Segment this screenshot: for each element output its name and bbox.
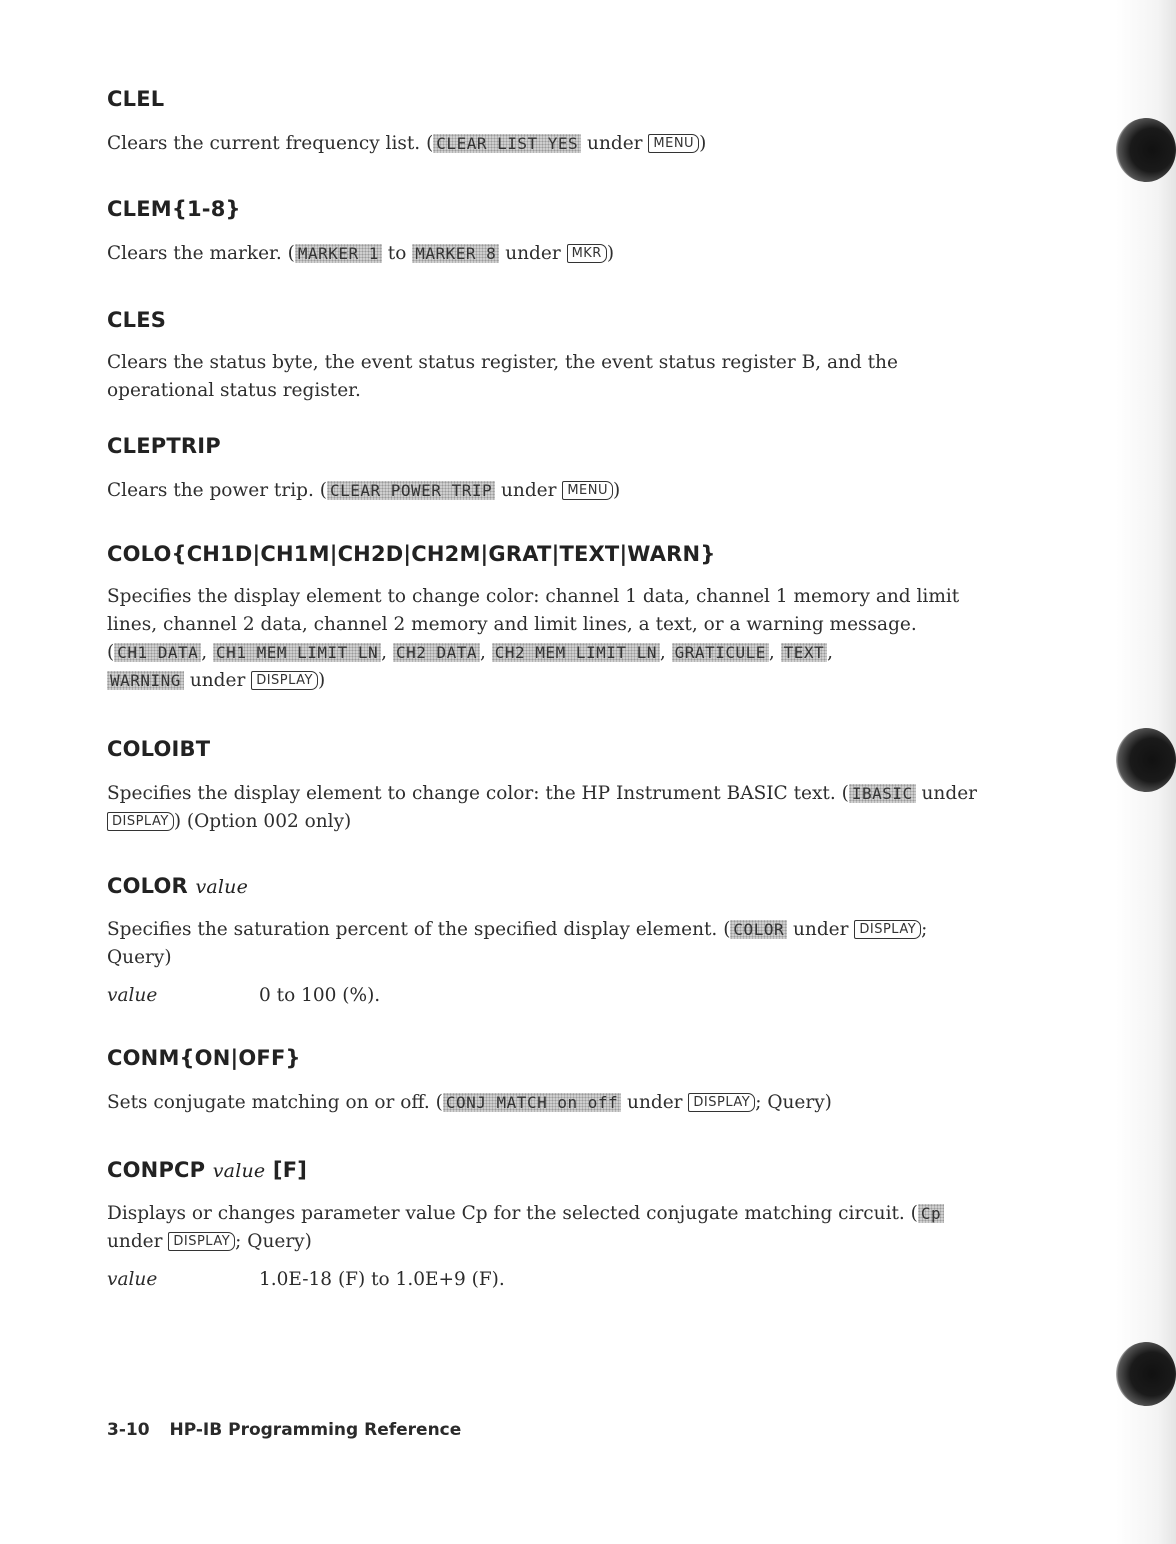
command-description: Clears the marker. ( MARKER 1 to MARKER 8 under MKR ) [107,243,615,264]
description-line: Specifies the display element to change color: channel 1 data, channel 1 memory and limit [107,586,960,607]
hardkey-menu: MENU [562,481,613,500]
softkey-ibasic: IBASIC [849,784,916,803]
entry-clel [107,86,1027,158]
softkey-clear-power-trip: CLEAR POWER TRIP [327,481,495,500]
description-line: lines, channel 2 data, channel 2 memory and limit lines, a text, or a warning message. [107,614,917,635]
command-argument: value [195,876,249,898]
command-heading: CLEPTRIP [107,434,221,458]
softkey-text: TEXT [781,643,828,662]
softkey-marker-1: MARKER 1 [295,244,382,263]
connector-text: under [792,919,849,940]
connector-text: under [921,783,977,804]
connector-text: under [500,480,557,501]
command-description: Clears the power trip. ( CLEAR POWER TRIP under MENU ) [107,480,621,501]
hardkey-display: DISPLAY [251,671,318,690]
command-description: Specifies the display element to change color: channel 1 data, channel 1 memory and limit lines, channel 2 data, channel 2 memory and limit lines, a text, or a warning message. ( CH1 DATA , CH1 MEM LIMIT LN , CH2 DATA , CH2 MEM LIMIT LN , GRATICULE , TEXT , WARNING under DISPLAY ) [107,586,960,691]
command-heading: COLOIBT [107,737,211,761]
hardkey-menu: MENU [648,134,699,153]
description-line: Clears the status byte, the event status register, the event status register B, and the [107,352,898,373]
description-text: Clears the current frequency list. [107,133,421,154]
entry-color [107,873,1027,1010]
command-description [107,349,1027,405]
query-note: Query) [247,1231,312,1252]
hardkey-display: DISPLAY [107,812,174,831]
softkey-conj-match-on-off: CONJ MATCH on off [443,1093,621,1112]
footer-title: HP-IB Programming Reference [169,1420,462,1440]
description-text: Sets conjugate matching on or off. [107,1092,430,1113]
query-note: Query) [107,947,172,968]
entry-conm [107,1045,1027,1117]
parameter-row [107,1266,1027,1294]
softkey-clear-list-yes: CLEAR LIST YES [433,134,581,153]
description-text: Clears the marker. [107,243,282,264]
command-heading: COLO{CH1D|CH1M|CH2D|CH2M|GRAT|TEXT|WARN} [107,542,716,566]
connector-text: to [387,243,407,264]
connector-text: under [189,670,246,691]
description-text: Specifies the display element to change color: the HP Instrument BASIC text. [107,783,836,804]
entry-coloibt [107,736,1027,836]
query-note: Query) [767,1092,832,1113]
hardkey-mkr: MKR [567,244,607,263]
softkey-marker-8: MARKER 8 [412,244,499,263]
entry-clem [107,196,1027,268]
command-heading [107,1157,1027,1184]
command-description: Specifies the saturation percent of the specified display element. ( COLOR under DISPLAY ; Query) [107,919,928,968]
softkey-ch1-mem-limit-ln: CH1 MEM LIMIT LN [213,643,381,662]
entry-cles [107,307,1027,405]
parameter-name: value [107,985,158,1006]
command-description: Clears the current frequency list. ( CLEAR LIST YES under MENU ) [107,133,707,154]
softkey-color: COLOR [730,920,787,939]
command-name: COLOR [107,874,188,898]
connector-text: under [587,133,643,154]
punch-hole-icon [1116,118,1176,182]
description-text: Displays or changes parameter value Cp for the selected conjugate matching circuit. [107,1203,905,1224]
command-heading [107,873,1027,900]
command-heading: CLEL [107,87,165,111]
entry-conpcp [107,1157,1027,1294]
entry-cleptrip [107,433,1027,505]
option-note: (Option 002 only) [186,811,352,832]
hardkey-display: DISPLAY [854,920,921,939]
command-description: Specifies the display element to change color: the HP Instrument BASIC text. ( IBASIC under DISPLAY ) (Option 002 only) [107,783,977,832]
connector-text: under [505,243,561,264]
parameter-range: 0 to 100 (%). [259,985,381,1006]
command-unit-suffix: [F] [272,1158,308,1182]
softkey-ch2-data: CH2 DATA [393,643,480,662]
description-line: operational status register. [107,380,361,401]
softkey-warning: WARNING [107,671,184,690]
softkey-ch2-mem-limit-ln: CH2 MEM LIMIT LN [492,643,660,662]
command-description: Sets conjugate matching on or off. ( CONJ MATCH on off under DISPLAY ; Query) [107,1092,832,1113]
description-text: Clears the power trip. [107,480,314,501]
connector-text: under [627,1092,683,1113]
parameter-row [107,982,1027,1010]
command-name: CONPCP [107,1158,206,1182]
page-number: 3-10 [107,1420,150,1440]
connector-text: under [107,1231,163,1252]
softkey-graticule: GRATICULE [672,643,769,662]
parameter-name: value [107,1269,158,1290]
command-description: Displays or changes parameter value Cp for the selected conjugate matching circuit. ( Cp under DISPLAY ; Query) [107,1200,1027,1256]
parameter-range: 1.0E-18 (F) to 1.0E+9 (F). [259,1269,505,1290]
command-heading: CONM{ON|OFF} [107,1046,301,1070]
punch-hole-icon [1116,1342,1176,1406]
description-text: Specifies the saturation percent of the specified display element. [107,919,718,940]
page-footer [107,1420,461,1440]
entry-colo [107,541,1027,695]
hardkey-display: DISPLAY [688,1093,755,1112]
punch-hole-icon [1116,728,1176,792]
softkey-ch1-data: CH1 DATA [114,643,201,662]
command-heading: CLES [107,308,167,332]
command-argument: value [212,1160,266,1182]
command-heading: CLEM{1-8} [107,197,241,221]
hardkey-display: DISPLAY [168,1232,235,1251]
softkey-cp: Cp [918,1204,944,1223]
